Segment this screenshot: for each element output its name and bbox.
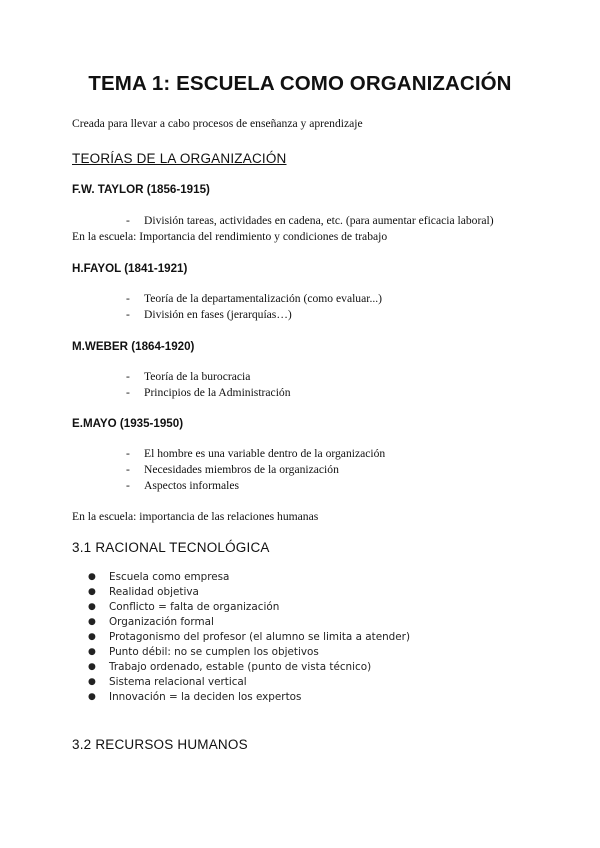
bullet-marker: ● — [88, 647, 96, 657]
bullet-marker: ● — [88, 617, 96, 627]
list-item-text: Conflicto = falta de organización — [109, 601, 280, 613]
dash-marker: - — [126, 292, 130, 305]
dash-marker: - — [126, 479, 130, 492]
list-item-text: Innovación = la deciden los expertos — [109, 691, 302, 703]
list-item-text: División tareas, actividades en cadena, etc. (para aumentar eficacia laboral) — [144, 214, 494, 227]
dash-marker: - — [126, 308, 130, 321]
list-item-text: Principios de la Administración — [144, 386, 291, 399]
note-mayo: En la escuela: importancia de las relaciones humanas — [72, 510, 319, 523]
subtitle: Creada para llevar a cabo procesos de enseñanza y aprendizaje — [72, 117, 363, 130]
list-item-text: Teoría de la departamentalización (como evaluar...) — [144, 292, 383, 305]
dash-marker: - — [126, 386, 130, 399]
list-item-text: Sistema relacional vertical — [109, 676, 247, 688]
dash-marker: - — [126, 447, 130, 460]
bullet-marker: ● — [88, 587, 96, 597]
bullet-marker: ● — [88, 572, 96, 582]
list-item-text: Punto débil: no se cumplen los objetivos — [109, 646, 319, 658]
heading-fayol: H.FAYOL (1841-1921) — [72, 262, 188, 275]
section-heading-3-2: 3.2 RECURSOS HUMANOS — [72, 737, 248, 752]
list-item-text: Escuela como empresa — [109, 571, 230, 583]
list-item-text: Aspectos informales — [144, 479, 239, 492]
list-item-text: División en fases (jerarquías…) — [144, 308, 292, 321]
bullet-marker: ● — [88, 662, 96, 672]
section-heading-teorias: TEORÍAS DE LA ORGANIZACIÓN — [72, 151, 287, 166]
bullet-marker: ● — [88, 692, 96, 702]
list-item-text: Teoría de la burocracia — [144, 370, 251, 383]
note-taylor: En la escuela: Importancia del rendimiento y condiciones de trabajo — [72, 230, 388, 243]
dash-marker: - — [126, 370, 130, 383]
list-item-text: Trabajo ordenado, estable (punto de vista técnico) — [109, 661, 372, 673]
list-item-text: Necesidades miembros de la organización — [144, 463, 339, 476]
bullet-marker: ● — [88, 632, 96, 642]
section-heading-3-1: 3.1 RACIONAL TECNOLÓGICA — [72, 540, 270, 555]
heading-mayo: E.MAYO (1935-1950) — [72, 417, 184, 430]
list-item-text: El hombre es una variable dentro de la organización — [144, 447, 386, 460]
heading-weber: M.WEBER (1864-1920) — [72, 340, 195, 353]
bullet-marker: ● — [88, 602, 96, 612]
list-item-text: Realidad objetiva — [109, 586, 199, 598]
bullet-marker: ● — [88, 677, 96, 687]
list-item-text: Protagonismo del profesor (el alumno se limita a atender) — [109, 631, 410, 643]
dash-marker: - — [126, 214, 130, 227]
heading-taylor: F.W. TAYLOR (1856-1915) — [72, 183, 210, 196]
page-title: TEMA 1: ESCUELA COMO ORGANIZACIÓN — [88, 72, 512, 95]
dash-marker: - — [126, 463, 130, 476]
list-item-text: Organización formal — [109, 616, 214, 628]
